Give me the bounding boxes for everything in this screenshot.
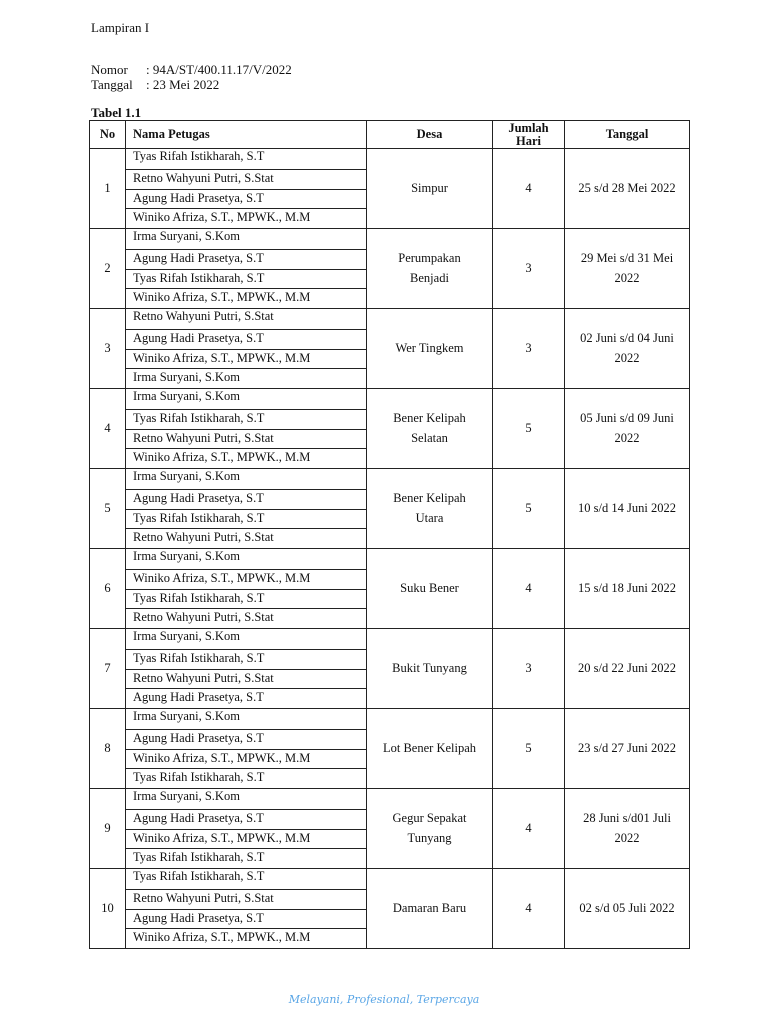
table-caption: Tabel 1.1 <box>91 105 142 120</box>
tanggal-cell: 28 Juni s/d01 Juli 2022 <box>565 789 690 869</box>
petugas-name: Agung Hadi Prasetya, S.T <box>126 909 366 929</box>
header-jumlah-hari <box>493 121 565 149</box>
table-row <box>90 709 690 789</box>
petugas-name: Agung Hadi Prasetya, S.T <box>126 189 366 209</box>
petugas-name: Tyas Rifah Istikharah, S.T <box>126 589 366 609</box>
petugas-name: Retno Wahyuni Putri, S.Stat <box>126 669 366 689</box>
petugas-name: Agung Hadi Prasetya, S.T <box>126 729 366 749</box>
row-number: 3 <box>90 309 126 389</box>
tanggal-value: : 23 Mei 2022 <box>146 76 220 92</box>
tanggal-row <box>91 78 292 93</box>
petugas-list <box>126 309 367 389</box>
row-number: 1 <box>90 149 126 229</box>
petugas-name: Tyas Rifah Istikharah, S.T <box>126 848 366 868</box>
petugas-name: Irma Suryani, S.Kom <box>133 549 240 563</box>
row-number: 4 <box>90 389 126 469</box>
tanggal-cell: 02 Juni s/d 04 Juni 2022 <box>565 309 690 389</box>
petugas-name: Agung Hadi Prasetya, S.T <box>126 329 366 349</box>
table-row <box>90 389 690 469</box>
petugas-name: Agung Hadi Prasetya, S.T <box>126 249 366 269</box>
table-row <box>90 149 690 229</box>
petugas-name: Tyas Rifah Istikharah, S.T <box>133 869 265 883</box>
table-row <box>90 869 690 949</box>
table-row <box>90 469 690 549</box>
header-jumlah-line1: Jumlah <box>508 120 549 135</box>
jumlah-hari-cell: 4 <box>493 549 565 629</box>
desa-cell: Lot Bener Kelipah <box>367 709 493 789</box>
jumlah-hari-cell: 4 <box>493 789 565 869</box>
row-number: 7 <box>90 629 126 709</box>
nomor-label: Nomor <box>91 62 128 77</box>
petugas-name: Retno Wahyuni Putri, S.Stat <box>126 889 366 909</box>
desa-cell: Perumpakan Benjadi <box>367 229 493 309</box>
petugas-name: Tyas Rifah Istikharah, S.T <box>126 269 366 289</box>
row-number: 10 <box>90 869 126 949</box>
petugas-list <box>126 549 367 629</box>
row-number: 6 <box>90 549 126 629</box>
petugas-name: Retno Wahyuni Putri, S.Stat <box>126 429 366 449</box>
petugas-name: Tyas Rifah Istikharah, S.T <box>133 149 265 163</box>
petugas-name: Winiko Afriza, S.T., MPWK., M.M <box>126 288 366 308</box>
row-number: 9 <box>90 789 126 869</box>
petugas-name: Winiko Afriza, S.T., MPWK., M.M <box>126 349 366 369</box>
petugas-name: Retno Wahyuni Putri, S.Stat <box>126 528 366 548</box>
petugas-name: Irma Suryani, S.Kom <box>126 368 366 388</box>
petugas-name: Tyas Rifah Istikharah, S.T <box>126 768 366 788</box>
jumlah-hari-cell: 5 <box>493 389 565 469</box>
petugas-name: Winiko Afriza, S.T., MPWK., M.M <box>126 448 366 468</box>
petugas-name: Agung Hadi Prasetya, S.T <box>126 688 366 708</box>
petugas-name: Irma Suryani, S.Kom <box>133 229 240 243</box>
row-number: 2 <box>90 229 126 309</box>
desa-cell: Bener Kelipah Utara <box>367 469 493 549</box>
tanggal-cell: 05 Juni s/d 09 Juni 2022 <box>565 389 690 469</box>
header-tanggal: Tanggal <box>565 121 690 149</box>
petugas-name: Tyas Rifah Istikharah, S.T <box>126 649 366 669</box>
letter-meta <box>91 63 292 92</box>
petugas-list <box>126 389 367 469</box>
desa-cell: Bukit Tunyang <box>367 629 493 709</box>
table-row <box>90 789 690 869</box>
petugas-name: Winiko Afriza, S.T., MPWK., M.M <box>126 749 366 769</box>
jumlah-hari-cell: 4 <box>493 149 565 229</box>
row-number: 8 <box>90 709 126 789</box>
petugas-name: Irma Suryani, S.Kom <box>133 789 240 803</box>
row-number: 5 <box>90 469 126 549</box>
tanggal-cell: 29 Mei s/d 31 Mei 2022 <box>565 229 690 309</box>
attachment-label: Lampiran I <box>91 20 150 35</box>
desa-cell: Bener Kelipah Selatan <box>367 389 493 469</box>
petugas-name: Irma Suryani, S.Kom <box>133 709 240 723</box>
petugas-name: Winiko Afriza, S.T., MPWK., M.M <box>126 829 366 849</box>
petugas-name: Retno Wahyuni Putri, S.Stat <box>126 608 366 628</box>
table-row <box>90 629 690 709</box>
petugas-list <box>126 469 367 549</box>
petugas-list <box>126 869 367 949</box>
tanggal-cell: 15 s/d 18 Juni 2022 <box>565 549 690 629</box>
petugas-list <box>126 789 367 869</box>
petugas-name: Agung Hadi Prasetya, S.T <box>126 809 366 829</box>
desa-cell: Gegur Sepakat Tunyang <box>367 789 493 869</box>
footer-motto: Melayani, Profesional, Terpercaya <box>288 993 480 1006</box>
desa-cell: Damaran Baru <box>367 869 493 949</box>
table-row <box>90 309 690 389</box>
jumlah-hari-cell: 5 <box>493 709 565 789</box>
petugas-list <box>126 229 367 309</box>
petugas-name: Winiko Afriza, S.T., MPWK., M.M <box>126 569 366 589</box>
table-row <box>90 229 690 309</box>
desa-cell: Suku Bener <box>367 549 493 629</box>
petugas-name: Irma Suryani, S.Kom <box>133 469 240 483</box>
jumlah-hari-cell: 5 <box>493 469 565 549</box>
desa-cell: Wer Tingkem <box>367 309 493 389</box>
table-row <box>90 549 690 629</box>
desa-cell: Simpur <box>367 149 493 229</box>
jumlah-hari-cell: 3 <box>493 309 565 389</box>
jumlah-hari-cell: 3 <box>493 229 565 309</box>
petugas-name: Retno Wahyuni Putri, S.Stat <box>133 309 274 323</box>
table-header-row <box>90 121 690 149</box>
petugas-name: Agung Hadi Prasetya, S.T <box>126 489 366 509</box>
nomor-row <box>91 63 292 78</box>
tanggal-cell: 25 s/d 28 Mei 2022 <box>565 149 690 229</box>
petugas-name: Tyas Rifah Istikharah, S.T <box>126 509 366 529</box>
header-jumlah-line2: Hari <box>516 133 541 148</box>
petugas-name: Winiko Afriza, S.T., MPWK., M.M <box>126 928 366 948</box>
petugas-name: Retno Wahyuni Putri, S.Stat <box>126 169 366 189</box>
jumlah-hari-cell: 3 <box>493 629 565 709</box>
tanggal-cell: 02 s/d 05 Juli 2022 <box>565 869 690 949</box>
petugas-name: Irma Suryani, S.Kom <box>133 629 240 643</box>
petugas-list <box>126 149 367 229</box>
tanggal-cell: 23 s/d 27 Juni 2022 <box>565 709 690 789</box>
petugas-name: Tyas Rifah Istikharah, S.T <box>126 409 366 429</box>
header-no: No <box>90 121 126 149</box>
tanggal-cell: 10 s/d 14 Juni 2022 <box>565 469 690 549</box>
petugas-name: Irma Suryani, S.Kom <box>133 389 240 403</box>
tanggal-cell: 20 s/d 22 Juni 2022 <box>565 629 690 709</box>
header-nama-petugas: Nama Petugas <box>126 121 367 149</box>
assignment-table <box>89 120 690 949</box>
jumlah-hari-cell: 4 <box>493 869 565 949</box>
petugas-list <box>126 709 367 789</box>
petugas-list <box>126 629 367 709</box>
nomor-value: : 94A/ST/400.11.17/V/2022 <box>146 62 292 77</box>
header-desa: Desa <box>367 121 493 149</box>
petugas-name: Winiko Afriza, S.T., MPWK., M.M <box>126 208 366 228</box>
tanggal-label: Tanggal <box>91 76 133 92</box>
